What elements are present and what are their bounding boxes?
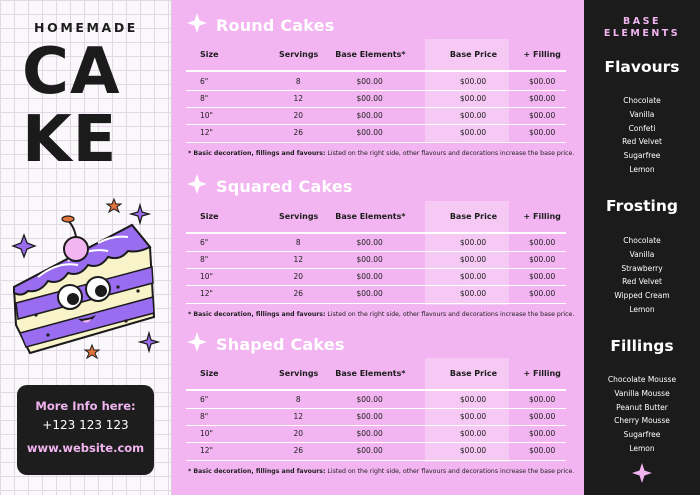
category-title-frosting: Frosting <box>606 197 678 215</box>
list-item: Chocolate <box>623 96 661 105</box>
header-base-elements: Base Elements* <box>335 211 406 221</box>
sparkle-icon <box>131 205 149 223</box>
list-item: Strawberry <box>621 263 663 273</box>
phone-number[interactable]: +123 123 123 <box>42 418 129 432</box>
star-icon <box>107 199 121 212</box>
base-title-line2: ELEMENTS <box>603 28 681 39</box>
homemade-label: HOMEMADE <box>34 20 138 35</box>
flavours-list <box>584 94 700 177</box>
footnote: * Basic decoration, fillings and favours: Listed on the right side, other flavours and decorations increase the base price. <box>188 468 575 475</box>
cake-slice-illustration <box>8 195 168 365</box>
left-panel <box>0 0 172 495</box>
header-filling: + Filling <box>523 211 561 221</box>
footnote: * Basic decoration, fillings and favours: Listed on the right side, other flavours and decorations increase the base price. <box>188 311 575 318</box>
header-size: Size <box>200 368 219 378</box>
table-row: 6" 8 $00.00 $00.00 $00.00 <box>200 77 556 86</box>
list-item: Chocolate Mousse <box>607 375 677 384</box>
list-item: Vanilla <box>629 109 655 119</box>
table-row: 6" 8 $00.00 $00.00 $00.00 <box>200 395 556 404</box>
section-title: Round Cakes <box>216 16 335 35</box>
list-item: Vanilla <box>629 249 655 259</box>
section-title: Shaped Cakes <box>216 335 345 354</box>
list-item: Peanut Butter <box>616 402 668 412</box>
list-item: Confeti <box>628 123 656 133</box>
list-item: Vanilla Mousse <box>614 388 670 398</box>
list-item: Lemon <box>629 304 655 314</box>
header-size: Size <box>200 211 219 221</box>
divider <box>186 70 566 72</box>
divider <box>186 460 566 461</box>
sparkle-icon <box>186 173 208 195</box>
header-filling: + Filling <box>523 49 561 59</box>
website-link[interactable]: www.website.com <box>26 441 145 455</box>
section-title: Squared Cakes <box>216 177 353 196</box>
table-row: 12" 26 $00.00 $00.00 $00.00 <box>200 446 556 455</box>
table-header <box>186 44 566 64</box>
section-shaped-cakes <box>172 335 584 485</box>
category-title-fillings: Fillings <box>610 337 674 355</box>
sparkle-icon <box>631 462 653 484</box>
list-item: Lemon <box>629 443 655 453</box>
base-title-line1: BASE <box>623 16 661 27</box>
cake-title-line1: CA <box>22 35 121 109</box>
cake-title <box>22 35 152 177</box>
list-item: Red Velvet <box>622 277 662 287</box>
table-header <box>186 206 566 226</box>
table-row: 8" 12 $00.00 $00.00 $00.00 <box>200 255 556 264</box>
list-item: Wipped Cream <box>614 291 670 301</box>
sparkle-icon <box>186 12 208 34</box>
sparkle-icon <box>186 331 208 353</box>
list-item: Sugarfree <box>623 151 661 161</box>
table-row: 8" 12 $00.00 $00.00 $00.00 <box>200 94 556 103</box>
header-base-elements: Base Elements* <box>335 49 406 59</box>
base-elements-title <box>584 16 700 40</box>
list-item: Red Velvet <box>622 137 662 147</box>
header-servings: Servings <box>279 211 319 221</box>
list-item: Cherry Mousse <box>614 416 670 426</box>
table-row: 6" 8 $00.00 $00.00 $00.00 <box>200 238 556 247</box>
category-title-flavours: Flavours <box>604 58 680 76</box>
table-row: 12" 26 $00.00 $00.00 $00.00 <box>200 128 556 137</box>
price-tables-panel <box>172 0 584 495</box>
divider <box>186 303 566 304</box>
table-header <box>186 363 566 383</box>
header-base-price: Base Price <box>449 211 498 221</box>
header-servings: Servings <box>279 49 319 59</box>
header-base-price: Base Price <box>449 368 498 378</box>
header-base-price: Base Price <box>449 49 498 59</box>
sparkle-icon <box>13 235 35 257</box>
header-servings: Servings <box>279 368 319 378</box>
header-filling: + Filling <box>523 368 561 378</box>
table-row: 10" 20 $00.00 $00.00 $00.00 <box>200 272 556 281</box>
list-item: Lemon <box>629 164 655 174</box>
section-squared-cakes <box>172 177 584 327</box>
sparkle-icon <box>140 333 158 351</box>
cake-title-line2: KE <box>22 103 118 177</box>
section-round-cakes <box>172 16 584 166</box>
header-size: Size <box>200 49 219 59</box>
header-base-elements: Base Elements* <box>335 368 406 378</box>
list-item: Chocolate <box>623 236 661 245</box>
table-row: 10" 20 $00.00 $00.00 $00.00 <box>200 429 556 438</box>
base-elements-panel <box>584 0 700 495</box>
footnote: * Basic decoration, fillings and favours: Listed on the right side, other flavours and decorations increase the base price. <box>188 150 575 157</box>
fillings-list <box>584 373 700 456</box>
frosting-list <box>584 234 700 317</box>
contact-info-box <box>17 385 154 475</box>
table-row: 10" 20 $00.00 $00.00 $00.00 <box>200 111 556 120</box>
info-title: More Info here: <box>35 399 136 413</box>
list-item: Sugarfree <box>623 430 661 440</box>
divider <box>186 142 566 143</box>
table-row: 12" 26 $00.00 $00.00 $00.00 <box>200 289 556 298</box>
table-row: 8" 12 $00.00 $00.00 $00.00 <box>200 412 556 421</box>
star-icon <box>85 345 99 358</box>
